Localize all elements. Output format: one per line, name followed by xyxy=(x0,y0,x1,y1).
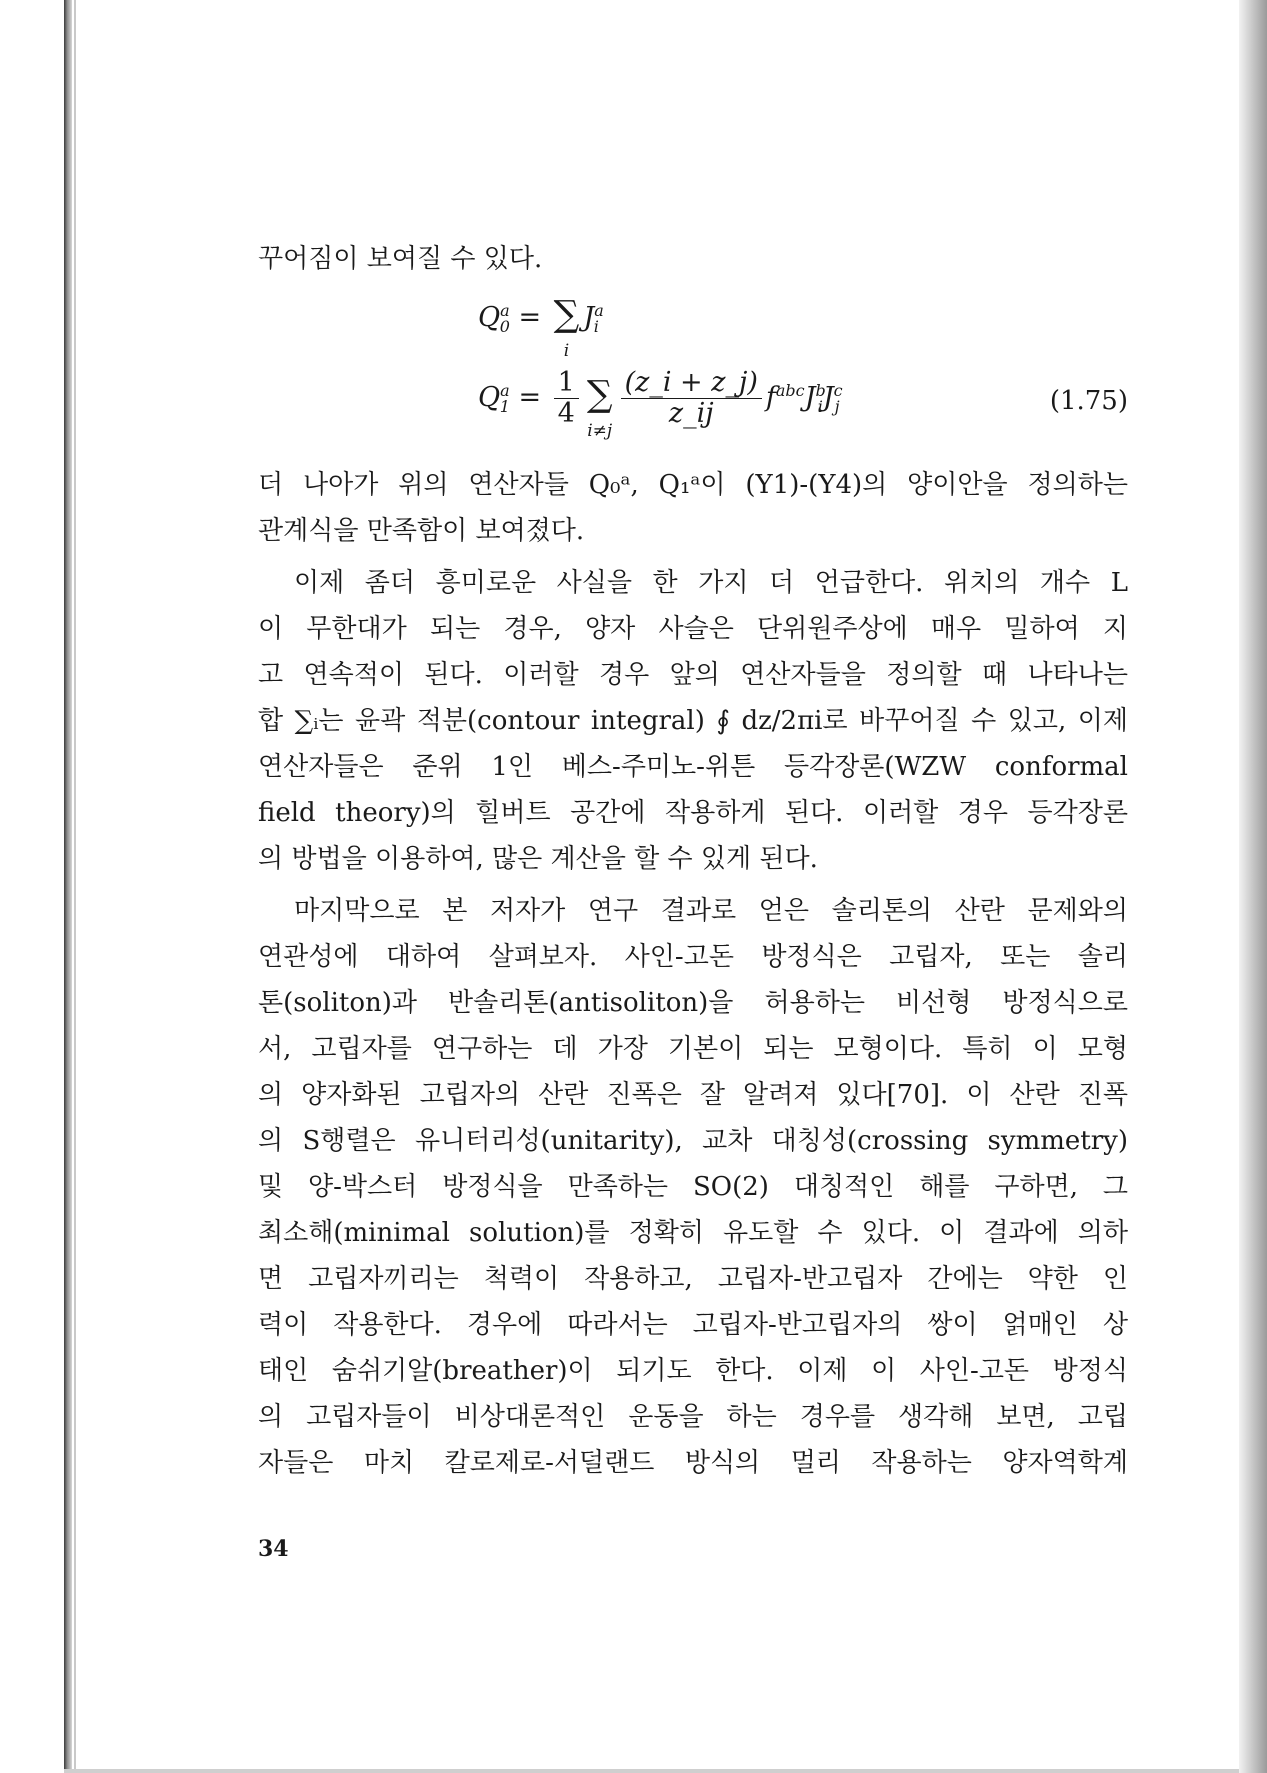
text-line: 합 ∑ᵢ는 윤곽 적분(contour integral) ∮ dz/2πi로 바꾸어질 수 있고, 이제 xyxy=(258,706,1128,736)
text-line: 고 연속적이 된다. 이러할 경우 앞의 연산자들을 정의할 때 나타나는 xyxy=(258,660,1128,690)
text-line: 의 고립자들이 비상대론적인 운동을 하는 경우를 생각해 보면, 고립 xyxy=(258,1402,1128,1432)
text-line: 의 S행렬은 유니터리성(unitarity), 교차 대칭성(crossing symmetry) xyxy=(258,1126,1128,1156)
equation-row-q0 xyxy=(478,288,604,361)
eq-q1-coef-num: 1 xyxy=(554,368,579,399)
eq-q0-sum-index: i xyxy=(563,341,570,361)
text-line: 면 고립자끼리는 척력이 작용하고, 고립자-반고립자 간에는 약한 인 xyxy=(258,1264,1128,1294)
page-right-edge-shadow xyxy=(1239,0,1267,1773)
eq-q1-J2: J xyxy=(822,382,834,413)
eq-q1-coefficient xyxy=(554,368,579,429)
intro-line: 꾸어짐이 보여질 수 있다. xyxy=(258,244,543,274)
equation-row-q1 xyxy=(478,367,843,441)
paragraph-2 xyxy=(258,560,1128,882)
eq-q0-sub: 0 xyxy=(499,317,510,337)
eq-q0-J-sub: i xyxy=(593,317,599,337)
text-line: 관계식을 만족함이 보여졌다. xyxy=(258,516,585,546)
sum-sign-icon: ∑ i≠j xyxy=(587,372,613,418)
eq-q0-symbol: Q xyxy=(478,302,501,333)
eq-q0-sup: a xyxy=(500,301,510,320)
text-line: 서, 고립자를 연구하는 데 가장 기본이 되는 모형이다. 특히 이 모형 xyxy=(258,1034,1128,1064)
text-line: field theory)의 힐버트 공간에 작용하게 된다. 이러할 경우 등각장론 xyxy=(258,798,1128,828)
text-line: 최소해(minimal solution)를 정확히 유도할 수 있다. 이 결과에 의하 xyxy=(258,1218,1128,1248)
eq-q0-J-sup: a xyxy=(594,301,604,320)
text-line: 연관성에 대하여 살펴보자. 사인-고돈 방정식은 고립자, 또는 솔리 xyxy=(258,942,1128,972)
book-spine-shadow xyxy=(64,0,72,1773)
text-line: 자들은 마치 칼로제로-서덜랜드 방식의 멀리 작용하는 양자역학계 xyxy=(258,1448,1128,1478)
eq-q0-equals: = xyxy=(509,302,550,333)
page-number: 34 xyxy=(258,1536,289,1562)
eq-q1-fraction xyxy=(621,368,762,429)
text-line: 의 방법을 이용하여, 많은 계산을 할 수 있게 된다. xyxy=(258,844,818,874)
eq-q1-sup: a xyxy=(500,381,510,400)
text-line: 이제 좀더 흥미로운 사실을 한 가지 더 언급한다. 위치의 개수 L xyxy=(294,568,1128,598)
page-content xyxy=(258,236,1128,1486)
eq-q1-J1: J xyxy=(804,382,816,413)
eq-q1-sub: 1 xyxy=(499,397,510,417)
text-line: 및 양-박스터 방정식을 만족하는 SO(2) 대칭적인 해를 구하면, 그 xyxy=(258,1172,1128,1202)
text-line: 연산자들은 준위 1인 베스-주미노-위튼 등각장론(WZW conformal xyxy=(258,752,1128,782)
eq-q1-f: f xyxy=(765,382,776,413)
page-bottom-edge xyxy=(64,1769,1239,1773)
eq-q1-frac-den: z_ij xyxy=(668,398,714,429)
eq-q1-J2-sup: c xyxy=(833,381,843,400)
paragraph-3 xyxy=(258,888,1128,1486)
text-line: 마지막으로 본 저자가 연구 결과로 얻은 솔리톤의 산란 문제와의 xyxy=(294,896,1128,926)
paragraph-1 xyxy=(258,462,1128,554)
eq-q1-symbol: Q xyxy=(478,382,501,413)
eq-q1-frac-num: (z_i + z_j) xyxy=(621,368,762,399)
eq-q1-equals: = xyxy=(509,382,550,413)
eq-q1-J1-sup: b xyxy=(815,381,826,400)
text-line: 톤(soliton)과 반솔리톤(antisoliton)을 허용하는 비선형 방정식으로 xyxy=(258,988,1128,1018)
text-line: 더 나아가 위의 연산자들 Q₀ᵃ, Q₁ᵃ이 (Y1)-(Y4)의 양이안을 정의하는 xyxy=(258,470,1128,500)
text-line: 태인 숨쉬기알(breather)이 되기도 한다. 이제 이 사인-고돈 방정식 xyxy=(258,1356,1128,1386)
page-edge-line xyxy=(74,0,76,1773)
eq-q1-sum-index: i≠j xyxy=(587,421,613,441)
eq-q1-J1-sub: i xyxy=(817,397,823,417)
sum-sign-icon: ∑ i xyxy=(554,292,580,338)
text-line: 이 무한대가 되는 경우, 양자 사슬은 단위원주상에 매우 밀하여 지 xyxy=(258,614,1128,644)
text-line: 력이 작용한다. 경우에 따라서는 고립자-반고립자의 쌍이 얽매인 상 xyxy=(258,1310,1128,1340)
equation-1-75 xyxy=(258,282,1128,456)
text-line: 의 양자화된 고립자의 산란 진폭은 잘 알려져 있다[70]. 이 산란 진폭 xyxy=(258,1080,1128,1110)
eq-q1-f-sup: abc xyxy=(775,381,805,400)
equation-number: (1.75) xyxy=(1049,386,1128,416)
eq-q1-J2-sub: j xyxy=(834,397,840,417)
eq-q0-J: J xyxy=(583,302,595,333)
eq-q1-coef-den: 4 xyxy=(557,398,575,429)
